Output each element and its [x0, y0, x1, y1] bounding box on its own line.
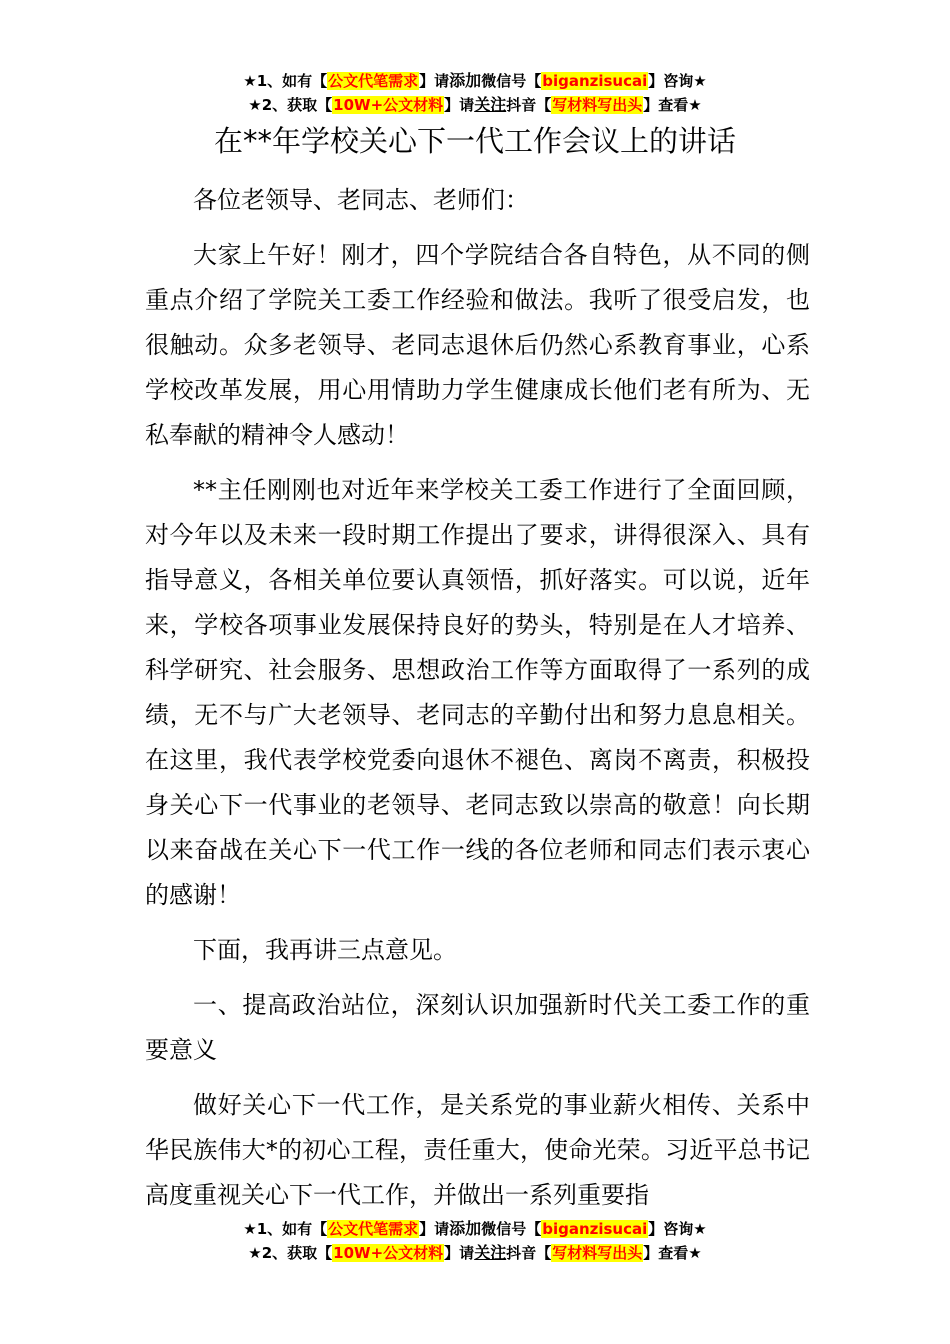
promo-highlight: 10W+公文材料: [333, 96, 444, 114]
document-body: [145, 178, 810, 1228]
promo-line-1: ★1、如有【公文代笔需求】请添加微信号【biganzisucai】咨询★: [243, 1219, 707, 1238]
document-title: 在**年学校关心下一代工作会议上的讲话: [213, 124, 736, 158]
promo-highlight: 公文代笔需求: [328, 1220, 419, 1238]
promo-highlight: 10W+公文材料: [333, 1244, 444, 1262]
star-icon: ★: [693, 1220, 707, 1238]
promo-line-2: ★2、获取【10W+公文材料】请关注抖音【写材料写出头】查看★: [248, 1243, 702, 1262]
footer-promo-banner: [0, 1217, 950, 1265]
star-icon: ★: [248, 1244, 262, 1262]
body-paragraph: **主任刚刚也对近年来学校关工委工作进行了全面回顾，对今年以及未来一段时期工作提出了要求，讲得很深入、具有指导意义，各相关单位要认真领悟，抓好落实。可以说，近年来，学校各项事业发展保持良好的势头，特别是在人才培养、科学研究、社会服务、思想政治工作等方面取得了一系列的成绩，无不与广大老领导、老同志的辛勤付出和努力息息相关。在这里，我代表学校党委向退休不褪色、离岗不离责，积极投身关心下一代事业的老领导、老同志致以崇高的敬意！向长期以来奋战在关心下一代工作一线的各位老师和同志们表示衷心的感谢！: [145, 476, 810, 909]
star-icon: ★: [243, 72, 257, 90]
star-icon: ★: [688, 1244, 702, 1262]
promo-line-2: ★2、获取【10W+公文材料】请关注抖音【写材料写出头】查看★: [248, 95, 702, 114]
salutation-paragraph: 各位老领导、老同志、老师们：: [193, 186, 529, 214]
body-paragraph: 做好关心下一代工作，是关系党的事业薪火相传、关系中华民族伟大*的初心工程，责任重大，使命光荣。习近平总书记高度重视关心下一代工作，并做出一系列重要指: [145, 1091, 810, 1209]
body-paragraph: 大家上午好！刚才，四个学院结合各自特色，从不同的侧重点介绍了学院关工委工作经验和做法。我听了很受启发，也很触动。众多老领导、老同志退休后仍然心系教育事业，心系学校改革发展，用心用情助力学生健康成长他们老有所为、无私奉献的精神令人感动！: [145, 241, 810, 449]
section-heading: 一、提高政治站位，深刻认识加强新时代关工委工作的重要意义: [145, 991, 810, 1064]
promo-highlight: biganzisucai: [542, 1220, 648, 1238]
star-icon: ★: [693, 72, 707, 90]
promo-highlight: 写材料写出头: [552, 1244, 643, 1262]
star-icon: ★: [243, 1220, 257, 1238]
header-promo-banner: [0, 69, 950, 117]
star-icon: ★: [248, 96, 262, 114]
promo-highlight: biganzisucai: [542, 72, 648, 90]
promo-highlight: 公文代笔需求: [328, 72, 419, 90]
star-icon: ★: [688, 96, 702, 114]
promo-line-1: ★1、如有【公文代笔需求】请添加微信号【biganzisucai】咨询★: [243, 71, 707, 90]
promo-highlight: 写材料写出头: [552, 96, 643, 114]
body-paragraph: 下面，我再讲三点意见。: [193, 936, 457, 964]
